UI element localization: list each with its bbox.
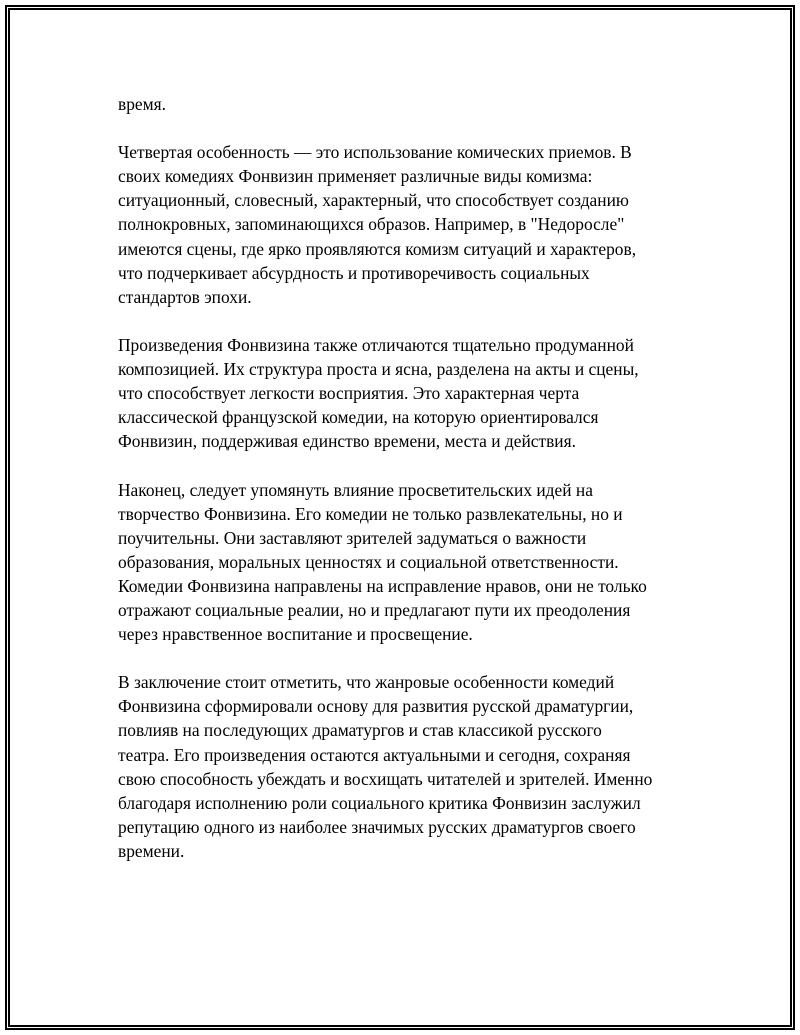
text-line: полнокровных, запоминающихся образов. Например, в "Недоросле" [118,214,625,235]
text-line: В заключение стоит отметить, что жанровые особенности комедий [118,672,615,693]
paragraph-conclusion [118,670,698,863]
text-line: что способствует легкости восприятия. Это характерная черта [118,383,580,404]
text-line: имеются сцены, где ярко проявляются комизм ситуаций и характеров, [118,238,637,259]
paragraph-comic-devices [118,140,698,309]
text-line: времени. [118,840,185,861]
text-line: поучительны. Они заставляют зрителей задуматься о важности [118,527,587,548]
text-line: Четвертая особенность — это использование комических приемов. В [118,142,632,163]
paragraph-composition [118,333,698,453]
text-line: театра. Его произведения остаются актуальными и сегодня, сохраняя [118,744,631,765]
text-line: свою способность убеждать и восхищать читателей и зрителей. Именно [118,768,653,789]
paragraph-enlightenment [118,478,698,647]
text-line: Фонвизин, поддерживая единство времени, места и действия. [118,431,576,452]
text-line: время. [118,94,166,114]
text-line: классической французской комедии, на которую ориентировался [118,407,599,428]
text-line: своих комедиях Фонвизин применяет различные виды комизма: [118,166,593,187]
text-line: отражают социальные реалии, но и предлагают пути их преодоления [118,599,631,620]
text-line: благодаря исполнению роли социального критика Фонвизин заслужил [118,792,641,813]
text-line: повлияв на последующих драматургов и став классикой русского [118,720,602,741]
text-line: Фонвизина сформировали основу для развития русской драматургии, [118,696,634,717]
text-line: через нравственное воспитание и просвещение. [118,624,473,645]
text-line: Произведения Фонвизина также отличаются тщательно продуманной [118,334,634,355]
text-line: репутацию одного из наиболее значимых русских драматургов своего [118,816,636,837]
document-body [118,92,698,887]
paragraph-continuation [118,92,698,116]
text-line: ситуационный, словесный, характерный, что способствует созданию [118,190,629,211]
text-line: стандартов эпохи. [118,286,252,307]
text-line: образования, моральных ценностях и социальной ответственности. [118,551,619,572]
text-line: Наконец, следует упомянуть влияние просветительских идей на [118,479,593,500]
text-line: Комедии Фонвизина направлены на исправление нравов, они не только [118,575,647,596]
text-line: что подчеркивает абсурдность и противоречивость социальных [118,262,590,283]
text-line: творчество Фонвизина. Его комедии не только развлекательны, но и [118,503,623,524]
text-line: композицией. Их структура проста и ясна, разделена на акты и сцены, [118,359,639,380]
